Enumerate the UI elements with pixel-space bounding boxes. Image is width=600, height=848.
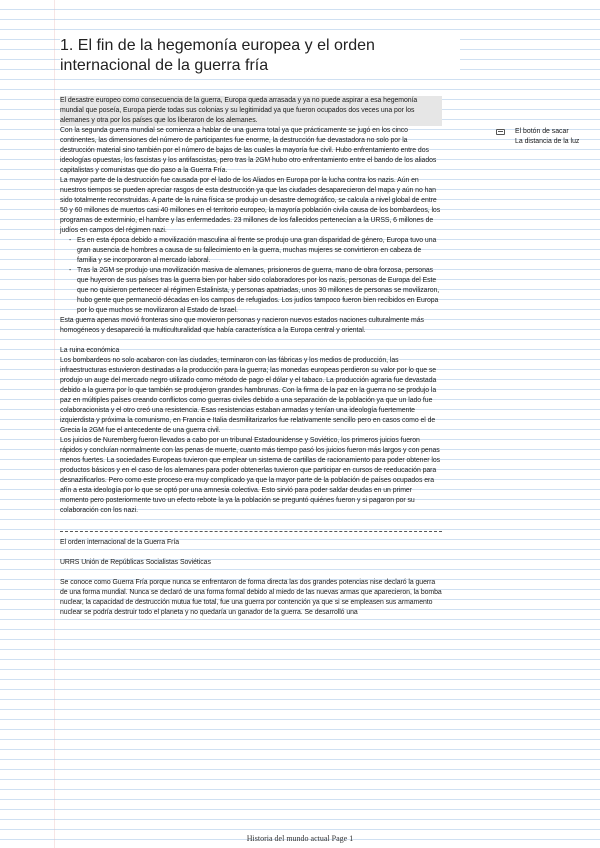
paragraph-destruccion: La mayor parte de la destrucción fue causada por el lado de los Aliados en Europa por la lucha contra los nazis. Aún en nuestros tiempos se pueden apreciar rasgos de esta destrucción ya que las ciudades desaparecieron del mapa y aún no han sido totalmente reconstruidas. A parte de la ruina física se produjo un desastre demográfico, se calcula a nivel global de entre 50 y 60 millones de muertos casi 40 millones en el territorio europeo, la mayoría población civila causa de los bombardeos, los programas de exterminio, el hambre y las enfermedades. 23 millones de los fallecidos pertenecían a la URSS, 6 millones de judíos en campos del régimen nazi.: [60, 177, 441, 234]
side-link[interactable]: [496, 127, 596, 137]
list-item: - Es en esta época debido a movilización masculina al frente se produjo una gran disparidad de género, Europa tuvo una gran ausencia de hombres a causa de su fallecimiento en la guerra, muchas mujeres se convirtieron en cabeza de familia y se incorporaron al mercado laboral.: [77, 236, 442, 266]
divider: [60, 531, 442, 532]
side-note: [496, 127, 596, 147]
paragraph-nuremberg: Los juicios de Nuremberg fueron llevados a cabo por un tribunal Estadounidense y Soviético, los primeros juicios fueron rápidos y concluían normalmente con las penas de muerte, cuanto más tiempo pasó los juicios fueron más largos y con penas menos fuertes. La sociedades Europeas tuvieron que emplear un sistema de cartillas de racionamiento para poder obtener los productos básicos y en el caso de los alemanes para poder obtenerlas tuvieron que participar en cursos de reeducación para desnazificarlos. Pero como este proceso era muy complicado ya que la mayor parte de la población de países ocupados era afín a esta ideología por lo que se optó por una amnesia colectiva. Esto sirvió para poder saldar deudas en un primer momento pero posteriormente tuvo un efecto rebote la ya la población se preguntó quiénes fueron y si pagaron por su colaboración con los nazi.: [60, 437, 441, 514]
page-content: [60, 96, 442, 618]
heading-urss: URRS Unión de Repúblicas Socialistas Soviéticas: [60, 559, 211, 566]
spacer: [60, 336, 442, 346]
heading-orden-internacional: El orden internacional de la Guerra Fría: [60, 539, 180, 546]
paragraph-intro: El desastre europeo como consecuencia de la guerra, Europa queda arrasada y ya no puede aspirar a esa hegemonía mundial que poseía, Europa pierde todas sus colonias y su legitimidad ya que fueron ocupados dos veces una por los alemanes y otra por los países que los liberaron de los alemanes.: [60, 96, 442, 126]
spacer: [60, 568, 442, 578]
heading-ruina-economica: La ruina económica: [60, 347, 120, 354]
page-title: 1. El fin de la hegemonía europea y el orden internacional de la guerra fría: [60, 36, 460, 76]
paragraph-ruina: Los bombardeos no solo acabaron con las ciudades, terminaron con las fábricas y los medios de producción, las infraestructuras estuvieron destinadas a la producción para la guerra; las monedas europeas perdieron su valor por lo que se produjo un auge del mercado negro utilizado como método de pago el dólar y el tabaco. La producción agraria fue devastada debido a la guerra por lo que también se produjeron grandes hambrunas. Con la firma de la paz en la guerra no se produjo la paz en múltiples países creando conflictos como guerras civiles debido a una separación de la población ya que un lado fue colaboracionista y el otro creó una resistencia. Esas resistencias estaban armadas y tenían una ideología fuertemente izquierdista y próxima la comunismo, en Francia e Italia desmilitarizarlos fue relativamente sencillo pero en casos como el de Grecia la 2GM fue el antecedente de una guerra civil.: [60, 357, 437, 434]
margin-line: [54, 0, 55, 848]
spacer: [60, 516, 442, 526]
page-footer: Historia del mundo actual Page 1: [246, 834, 354, 843]
paragraph-guerra-total: Con la segunda guerra mundial se comienza a hablar de una guerra total ya que prácticamente se jugó en los cinco continentes, las dimensiones del número de participantes fue enorme, la destrucción fue devastadora no solo por la destrucción material sino también por el número de bajas de las cuales la mayoría fue civil. Hubo enfrentamiento entre dos ideologías opuestas, los fascistas y los antifascistas, pero tras la 2GM hubo otro enfrentamiento entre el bando de los aliados capitalistas y comunistas que dio paso a la Guerra Fría.: [60, 127, 437, 174]
side-note-line-1: El botón de sacar: [515, 128, 569, 135]
paragraph-guerra-fria: Se conoce como Guerra Fría porque nunca se enfrentaron de forma directa las dos grandes potencias nise declaró la guerra de una forma mundial. Nunca se declaró de una forma formal debido al miedo de las nuevas armas que aparecieron, la bomba nuclear, la capacidad de destrucción mutua fue total, fue una guerra por contención ya que si se empleasen sus armamento nuclear se podría destruir todo el planeta y no quedaría un ganador de la guerra. Se desarrolló una: [60, 579, 442, 616]
bullet-list: [60, 236, 442, 316]
paragraph-fronteras: Esta guerra apenas movió fronteras sino que movieron personas y nacieron nuevos estados naciones culturalmente más homogéneos y desapareció la multiculturalidad que había característica a la Europa central y oriental.: [60, 317, 424, 334]
side-note-line-2: La distancia de la luz: [515, 138, 580, 145]
link-icon: [496, 129, 507, 136]
spacer: [60, 548, 442, 558]
list-item: - Tras la 2GM se produjo una movilización masiva de alemanes, prisioneros de guerra, mano de obra forzosa, personas que huyeron de sus países tras la guerra bien por haber sido colaboradores por los nazis, personas de Europa del Este que no quisieron pertenecer al régimen Estalinista, y personas apatriadas, unos 30 millones de personas se movilizaron, hubo gente que permaneció décadas en los campos de refugiados. Los judíos tampoco fueron bien recibidos en Europa por lo que muchos se movilizaron al Estado de Israel.: [77, 266, 442, 316]
